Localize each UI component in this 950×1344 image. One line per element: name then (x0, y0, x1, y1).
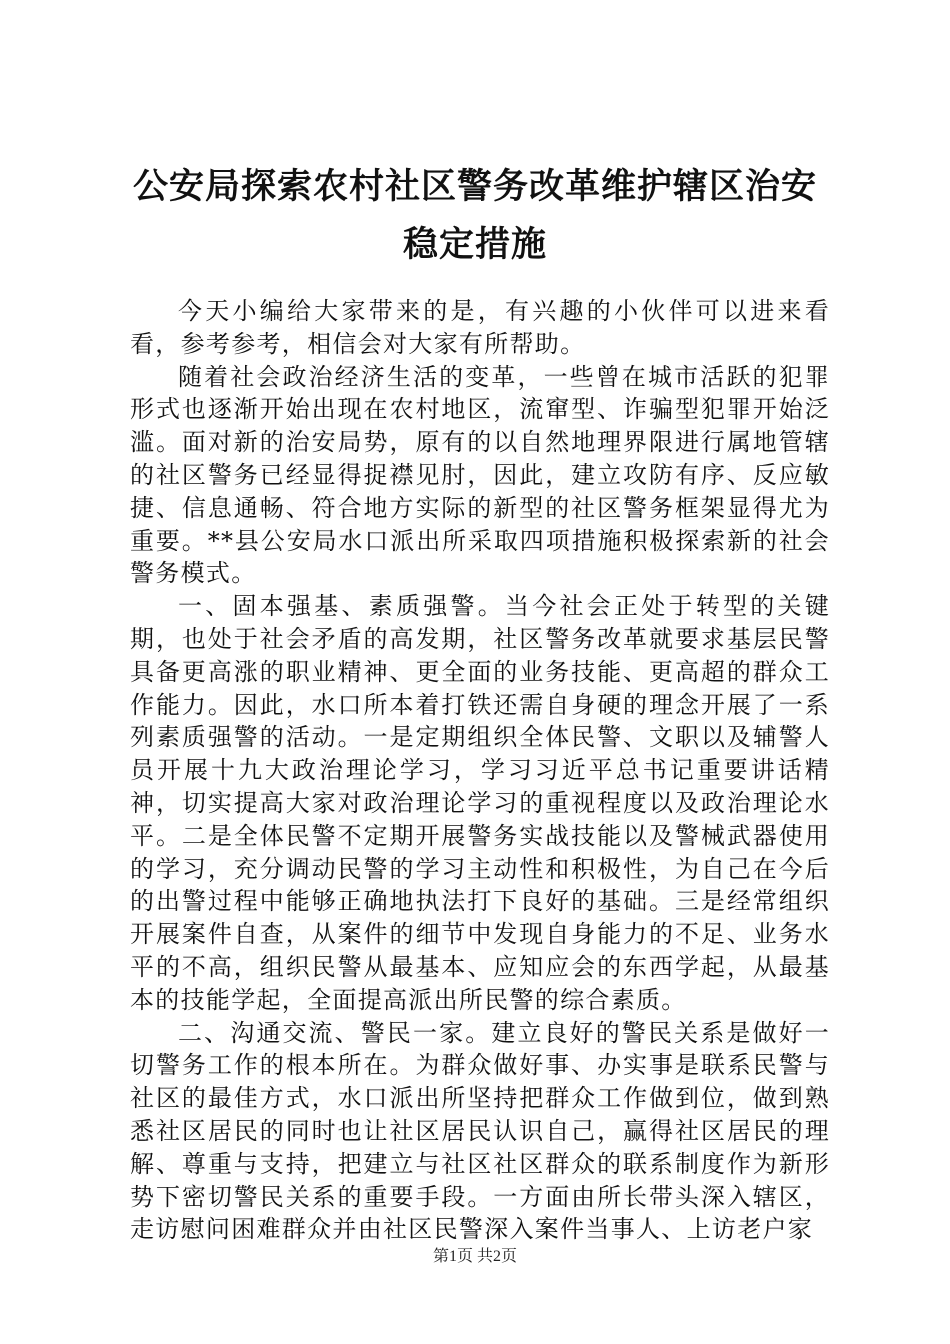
document-title: 公安局探索农村社区警务改革维护辖区治安稳定措施 (132, 167, 817, 265)
paragraph-background: 随着社会政治经济生活的变革，一些曾在城市活跃的犯罪形式也逐渐开始出现在农村地区，流窜型、诈骗型犯罪开始泛滥。面对新的治安局势，原有的以自然地理界限进行属地管辖的社区警务已经显得捉襟见肘，因此，建立攻防有序、反应敏捷、信息通畅、符合地方实际的新型的社区警务框架显得尤为重要。**县公安局水口派出所采取四项措施积极探索新的社会警务模式。 (130, 362, 830, 588)
page-footer: 第1页 共2页 (432, 1248, 517, 1265)
paragraph-measure-two: 二、沟通交流、警民一家。建立良好的警民关系是做好一切警务工作的根本所在。为群众做好事、办实事是联系民警与社区的最佳方式，水口派出所坚持把群众工作做到位，做到熟悉社区居民的同时也让社区居民认识自己，赢得社区居民的理解、尊重与支持，把建立与社区社区群众的联系制度作为新形势下密切警民关系的重要手段。一方面由所长带头深入辖区，走访慰问困难群众并由社区民警深入案件当事人、上访老户家 (130, 1018, 830, 1244)
paragraph-measure-one: 一、固本强基、素质强警。当今社会正处于转型的关键期，也处于社会矛盾的高发期，社区警务改革就要求基层民警具备更高涨的职业精神、更全面的业务技能、更高超的群众工作能力。因此，水口所本着打铁还需自身硬的理念开展了一系列素质强警的活动。一是定期组织全体民警、文职以及辅警人员开展十九大政治理论学习，学习习近平总书记重要讲话精神，切实提高大家对政治理论学习的重视程度以及政治理论水平。二是全体民警不定期开展警务实战技能以及警械武器使用的学习，充分调动民警的学习主动性和积极性，为自己在今后的出警过程中能够正确地执法打下良好的基础。三是经常组织开展案件自查，从案件的细节中发现自身能力的不足、业务水平的不高，组织民警从最基本、应知应会的东西学起，从最基本的技能学起，全面提高派出所民警的综合素质。 (130, 592, 830, 1014)
document-body (130, 295, 830, 1246)
paragraph-intro: 今天小编给大家带来的是，有兴趣的小伙伴可以进来看看，参考参考，相信会对大家有所帮助。 (130, 297, 830, 358)
